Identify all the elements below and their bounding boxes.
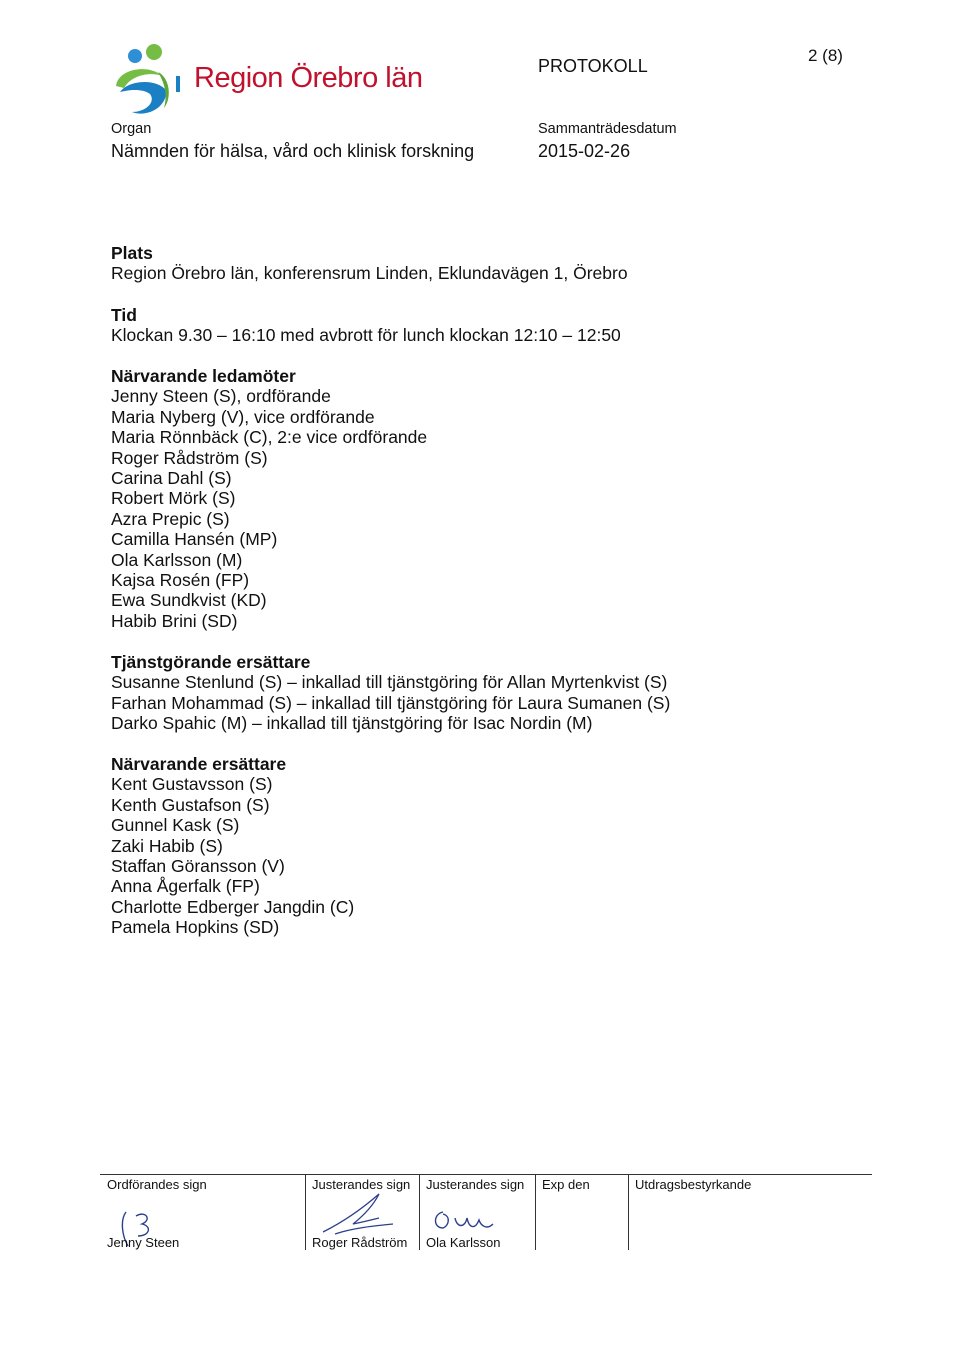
list-item: Darko Spahic (M) – inkallad till tjänstgöring för Isac Nordin (M)	[111, 713, 593, 734]
members-section	[111, 366, 427, 631]
tid-text: Klockan 9.30 – 16:10 med avbrott för lunch klockan 12:10 – 12:50	[111, 325, 621, 346]
adjuster2-signature-icon	[427, 1202, 497, 1236]
list-item: Maria Rönnbäck (C), 2:e vice ordförande	[111, 427, 428, 448]
list-item: Staffan Göransson (V)	[111, 856, 285, 877]
adjuster2-sign-cell	[419, 1174, 535, 1250]
adjuster1-sign-cell	[305, 1174, 419, 1250]
list-item: Gunnel Kask (S)	[111, 815, 240, 836]
adjuster2-name: Ola Karlsson	[426, 1235, 501, 1250]
exp-cell	[535, 1174, 628, 1250]
plats-text: Region Örebro län, konferensrum Linden, Eklundavägen 1, Örebro	[111, 263, 628, 284]
adjuster2-sign-label: Justerandes sign	[426, 1177, 525, 1192]
tid-section	[111, 305, 621, 346]
region-logo-icon	[110, 42, 192, 120]
region-orebro-logo	[110, 42, 440, 120]
list-item: Azra Prepic (S)	[111, 508, 230, 529]
chair-name: Jenny Steen	[107, 1235, 180, 1250]
list-item: Kenth Gustafson (S)	[111, 794, 270, 815]
list-item: Anna Ågerfalk (FP)	[111, 876, 260, 897]
serving-deputies-section	[111, 652, 670, 734]
list-item: Robert Mörk (S)	[111, 488, 236, 509]
organ-value: Nämnden för hälsa, vård och klinisk forskning	[111, 141, 475, 161]
page-number: 2 (8)	[808, 46, 843, 65]
document-type: PROTOKOLL	[538, 56, 648, 76]
meeting-date: 2015-02-26	[538, 141, 631, 161]
list-item: Farhan Mohammad (S) – inkallad till tjänstgöring för Laura Sumanen (S)	[111, 692, 671, 713]
organ-label: Organ	[111, 121, 152, 137]
list-item: Roger Rådström (S)	[111, 447, 268, 468]
adjuster1-sign-label: Justerandes sign	[312, 1177, 411, 1192]
members-heading: Närvarande ledamöter	[111, 366, 296, 386]
list-item: Carina Dahl (S)	[111, 468, 232, 489]
list-item: Camilla Hansén (MP)	[111, 529, 278, 550]
tid-heading: Tid	[111, 305, 137, 325]
list-item: Kajsa Rosén (FP)	[111, 570, 250, 591]
signature-table	[100, 1174, 872, 1252]
chair-sign-label: Ordförandes sign	[107, 1177, 207, 1192]
list-item: Zaki Habib (S)	[111, 835, 223, 856]
list-item: Kent Gustavsson (S)	[111, 774, 273, 795]
serving-deputies-heading: Tjänstgörande ersättare	[111, 652, 311, 672]
list-item: Pamela Hopkins (SD)	[111, 917, 280, 938]
org-name: Region Örebro län	[194, 62, 423, 94]
extract-cell	[628, 1174, 872, 1250]
plats-section	[111, 243, 628, 284]
adjuster1-name: Roger Rådström	[312, 1235, 408, 1250]
list-item: Susanne Stenlund (S) – inkallad till tjänstgöring för Allan Myrtenkvist (S)	[111, 672, 668, 693]
list-item: Maria Nyberg (V), vice ordförande	[111, 406, 375, 427]
list-item: Ola Karlsson (M)	[111, 549, 243, 570]
list-item: Ewa Sundkvist (KD)	[111, 590, 267, 611]
plats-heading: Plats	[111, 243, 153, 263]
exp-label: Exp den	[542, 1177, 590, 1192]
chair-sign-cell	[100, 1174, 305, 1250]
list-item: Charlotte Edberger Jangdin (C)	[111, 896, 355, 917]
present-deputies-section	[111, 754, 354, 938]
list-item: Jenny Steen (S), ordförande	[111, 386, 331, 407]
list-item: Habib Brini (SD)	[111, 610, 238, 631]
date-label: Sammanträdesdatum	[538, 121, 677, 137]
extract-label: Utdragsbestyrkande	[635, 1177, 752, 1192]
present-deputies-heading: Närvarande ersättare	[111, 754, 287, 774]
adjuster1-signature-icon	[313, 1188, 403, 1238]
